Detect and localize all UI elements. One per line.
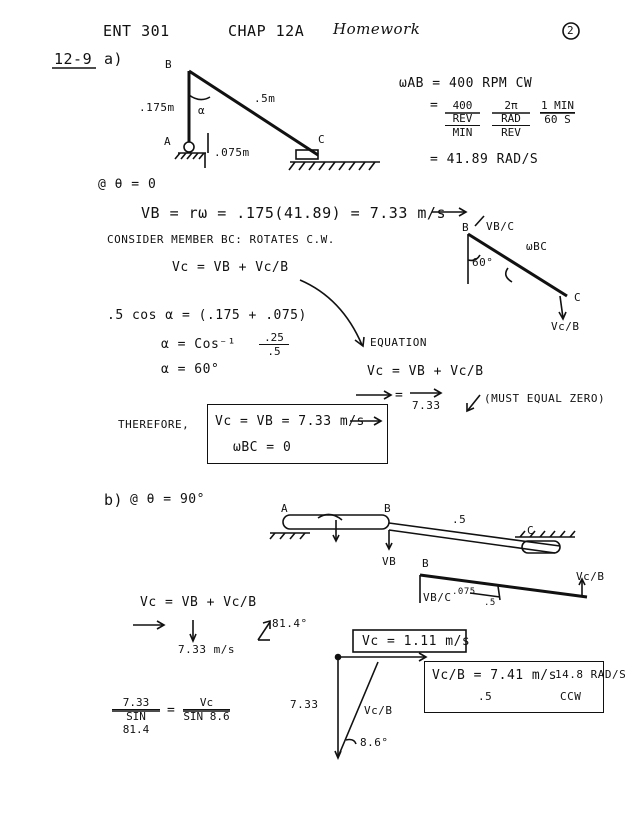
vc-equation: Vc = VB + Vc/B [172, 260, 289, 275]
length-bc-label: .5m [254, 92, 276, 105]
angle-81: 81.4° [272, 617, 308, 630]
equation-2-eq: = [395, 388, 404, 403]
theta-90-case: @ θ = 90° [130, 492, 205, 507]
fig-b-c-label: C [527, 524, 535, 537]
point-b-label: B [165, 58, 173, 71]
fig2-vbc-label: VB/C [423, 591, 452, 604]
part-a-label: a) [104, 50, 124, 68]
cos-line-1: .5 cos α = (.175 + .075) [107, 308, 307, 323]
small-wbc-label: ωBC [526, 240, 548, 253]
vc-result-b: Vc = 1.11 m/s [362, 634, 471, 649]
page-number: 2 [567, 24, 575, 37]
point-c-label: C [318, 133, 326, 146]
triangle-angle: 8.6° [360, 736, 389, 749]
small-angle-label: 60° [472, 256, 494, 269]
triangle-vcb: Vc/B [364, 704, 393, 717]
result-vc: Vc = VB = 7.33 m/s [215, 414, 365, 429]
triangle-side: 7.33 [290, 698, 319, 711]
omega-direction: CCW [560, 690, 582, 703]
equation-arrow [300, 280, 362, 345]
page-title: Homework [333, 20, 421, 38]
omega-frac-2: 2π RAD REV [492, 99, 530, 139]
vcb-result: Vc/B = 7.41 m/s [432, 668, 557, 683]
fig2-b-label: B [422, 557, 430, 570]
equation-label: EQUATION [370, 336, 427, 349]
omega-eq: = [430, 98, 439, 113]
equation-2: Vc = VB + Vc/B [367, 364, 484, 379]
omega-result-b: 14.8 RAD/S [555, 668, 627, 681]
fig2-075-label: .075 [452, 587, 476, 597]
theta-zero-case: @ θ = 0 [98, 177, 157, 192]
cos-line-3: α = 60° [161, 362, 220, 377]
cos-line-2: α = Cos⁻¹ [161, 337, 236, 352]
fig2-5-label: .5 [484, 598, 496, 608]
small-vbc-label: VB/C [486, 220, 515, 233]
cos-frac: $\frac{.25}{.5}$ [259, 331, 289, 358]
problem-number: 12-9 [54, 50, 93, 68]
result-omega: ωBC = 0 [233, 440, 292, 455]
vb-equation: VB = rω = .175(41.89) = 7.33 m/s [141, 204, 446, 222]
chapter-label: CHAP 12A [228, 22, 305, 40]
sine-rule-frac-1: 7.33 SIN 81.4 [112, 696, 160, 736]
small-b-label: B [462, 221, 470, 234]
therefore-label: THEREFORE, [118, 418, 190, 431]
vb-value: 7.33 m/s [178, 643, 235, 656]
omega-ab-line: ωAB = 400 RPM CW [399, 76, 533, 91]
small-vcb-label: Vc/B [551, 320, 580, 333]
sine-rule-frac-2: Vc SIN 8.6 [183, 696, 230, 723]
omega-frac-1: 400 REV MIN [445, 99, 480, 139]
must-equal-note: (MUST EQUAL ZERO) [484, 392, 606, 405]
alpha-label: α [198, 104, 206, 117]
part-b-label: b) [104, 491, 124, 509]
small-c-label: C [574, 291, 582, 304]
part-b-vc-equation: Vc = VB + Vc/B [140, 595, 257, 610]
length-ab-label: .175m [139, 101, 175, 114]
vcb-denominator: .5 [478, 690, 493, 703]
fig2-vcb-label: Vc/B [576, 570, 605, 583]
fig-b-a-label: A [281, 502, 289, 515]
course-code: ENT 301 [103, 22, 170, 40]
point-a-label: A [164, 135, 172, 148]
consider-member-text: CONSIDER MEMBER BC: ROTATES C.W. [107, 233, 335, 246]
fig-b-length: .5 [452, 513, 467, 526]
fig-b-b-label: B [384, 502, 392, 515]
omega-frac-3: 1 MIN 60 S [540, 99, 575, 126]
offset-label: .075m [214, 146, 250, 159]
result-box-a [207, 404, 388, 464]
sine-rule-eq: = [167, 703, 176, 718]
fig-b-vb-label: VB [382, 555, 397, 568]
linkage-diagram-a [175, 71, 380, 170]
omega-result: = 41.89 RAD/S [430, 152, 539, 167]
equation-2-value: 7.33 [412, 399, 441, 412]
